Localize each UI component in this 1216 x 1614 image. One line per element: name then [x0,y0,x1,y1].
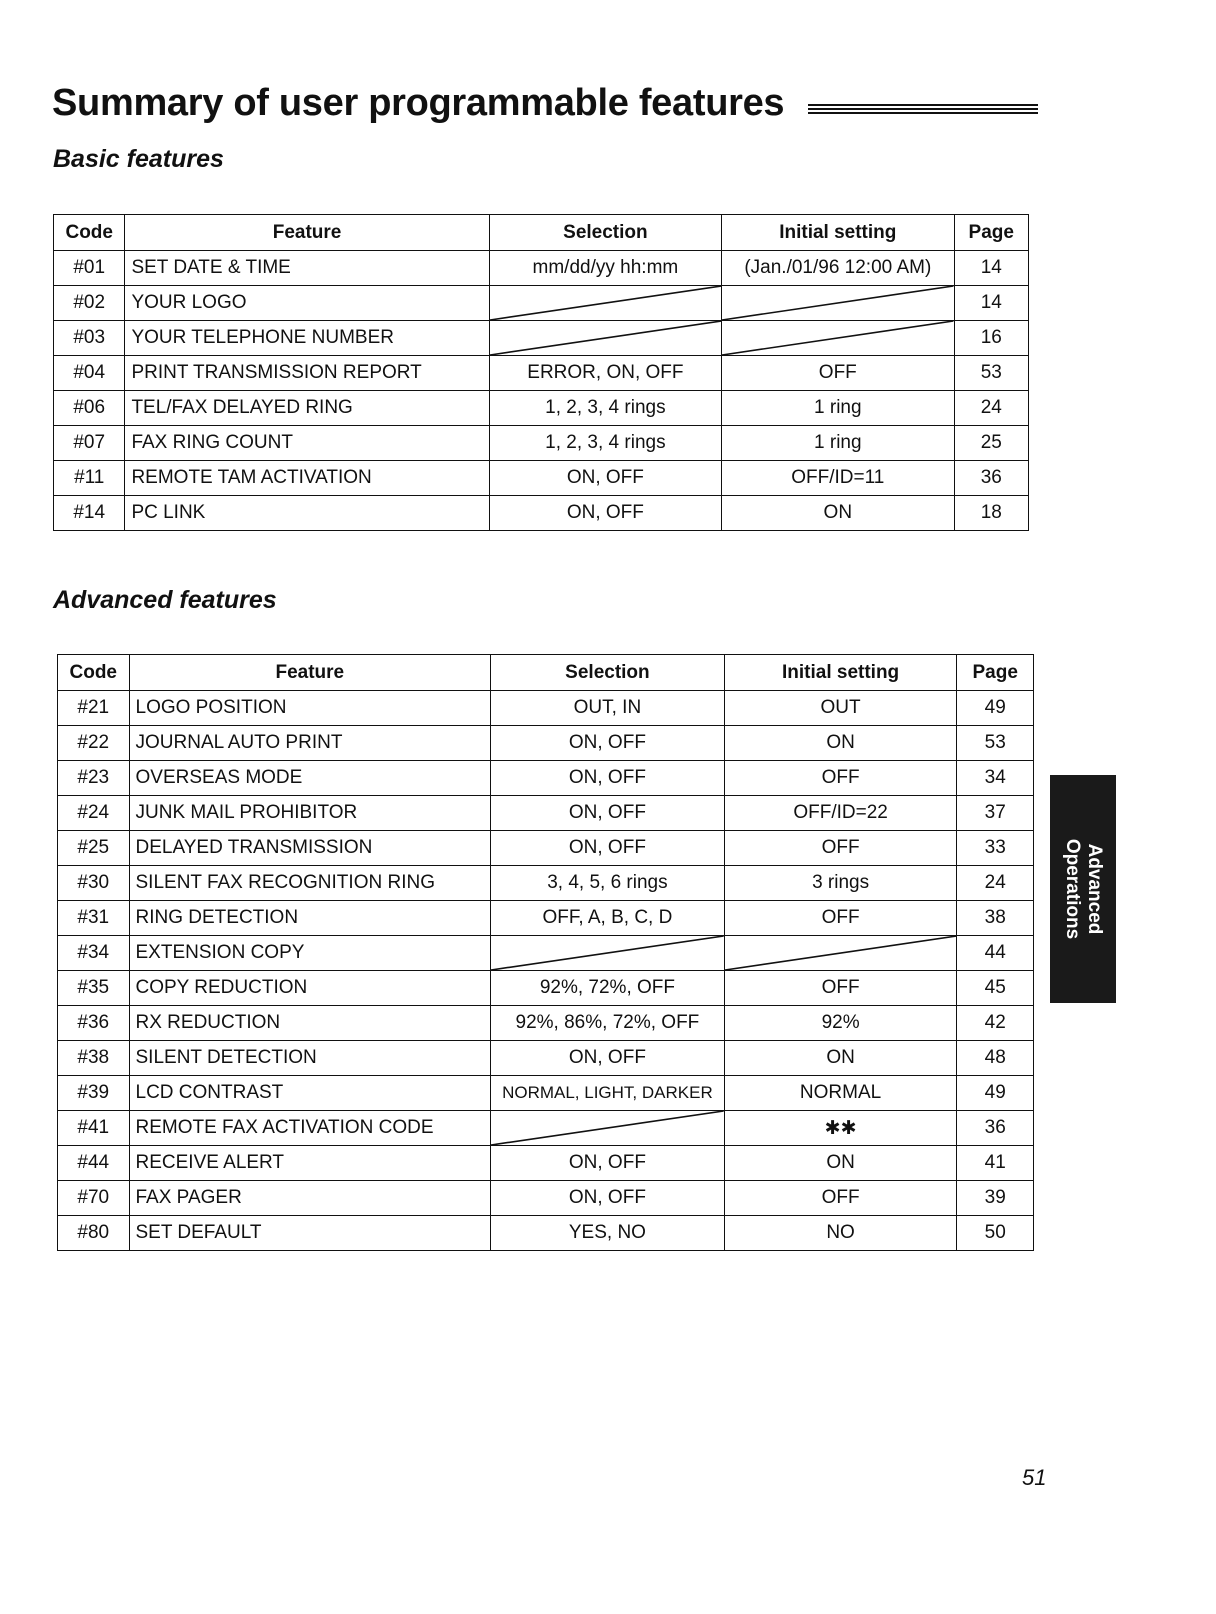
cell-page: 49 [957,1076,1034,1111]
cell-page: 14 [954,251,1028,286]
cell-feature: RECEIVE ALERT [129,1146,491,1181]
cell-code: #24 [58,796,130,831]
cell-code: #07 [54,426,125,461]
cell-feature: RX REDUCTION [129,1006,491,1041]
cell-page: 18 [954,496,1028,531]
cell-selection-not-applicable [489,321,721,356]
table-row [58,1006,1034,1041]
cell-initial: (Jan./01/96 12:00 AM) [722,251,954,286]
table-row [54,251,1029,286]
cell-page: 45 [957,971,1034,1006]
cell-code: #80 [58,1216,130,1251]
cell-initial: ✱✱ [724,1111,957,1146]
cell-code: #35 [58,971,130,1006]
cell-page: 41 [957,1146,1034,1181]
cell-selection: YES, NO [491,1216,725,1251]
cell-initial: OFF [724,761,957,796]
cell-initial: OFF/ID=11 [722,461,954,496]
cell-page: 53 [954,356,1028,391]
cell-page: 34 [957,761,1034,796]
cell-feature: SET DATE & TIME [125,251,489,286]
cell-feature: YOUR TELEPHONE NUMBER [125,321,489,356]
table-row [58,691,1034,726]
table-row [58,1216,1034,1251]
cell-feature: EXTENSION COPY [129,936,491,971]
table-row [58,866,1034,901]
cell-page: 36 [954,461,1028,496]
table-row [58,1146,1034,1181]
cell-selection: ON, OFF [489,461,721,496]
cell-initial: OFF [724,971,957,1006]
advanced-features-heading: Advanced features [53,586,277,614]
cell-initial: ON [724,1041,957,1076]
cell-selection: ON, OFF [491,831,725,866]
cell-initial: OFF [724,1181,957,1216]
cell-selection: ON, OFF [489,496,721,531]
cell-initial: OFF [722,356,954,391]
header-selection: Selection [491,655,725,691]
cell-code: #22 [58,726,130,761]
header-initial-setting: Initial setting [724,655,957,691]
cell-initial: NORMAL [724,1076,957,1111]
table-row [58,1111,1034,1146]
cell-code: #21 [58,691,130,726]
cell-feature: REMOTE FAX ACTIVATION CODE [129,1111,491,1146]
cell-code: #06 [54,391,125,426]
advanced-features-table [57,654,1034,1251]
table-row [58,726,1034,761]
cell-selection: ON, OFF [491,1146,725,1181]
table-row [54,461,1029,496]
title-rule [808,104,1038,118]
cell-initial: ON [722,496,954,531]
cell-page: 14 [954,286,1028,321]
cell-selection: 92%, 86%, 72%, OFF [491,1006,725,1041]
cell-feature: DELAYED TRANSMISSION [129,831,491,866]
cell-initial-not-applicable [724,936,957,971]
table-row [54,321,1029,356]
cell-initial: ON [724,726,957,761]
cell-initial: OFF/ID=22 [724,796,957,831]
table-row [58,761,1034,796]
cell-page: 24 [954,391,1028,426]
cell-feature: JOURNAL AUTO PRINT [129,726,491,761]
table-header-row [54,215,1029,251]
cell-initial: NO [724,1216,957,1251]
cell-feature: COPY REDUCTION [129,971,491,1006]
cell-code: #39 [58,1076,130,1111]
cell-initial: OFF [724,831,957,866]
table-row [58,1076,1034,1111]
cell-selection-not-applicable [491,1111,725,1146]
cell-code: #41 [58,1111,130,1146]
table-row [58,971,1034,1006]
header-page: Page [957,655,1034,691]
cell-page: 33 [957,831,1034,866]
table-row [54,391,1029,426]
cell-selection: ERROR, ON, OFF [489,356,721,391]
section-side-tab [1050,775,1116,1003]
cell-page: 16 [954,321,1028,356]
table-row [54,356,1029,391]
cell-code: #01 [54,251,125,286]
cell-initial-not-applicable [722,286,954,321]
page-number: 51 [1022,1465,1047,1490]
cell-initial: OFF [724,901,957,936]
cell-selection-not-applicable [489,286,721,321]
cell-selection: NORMAL, LIGHT, DARKER [491,1076,725,1111]
cell-code: #14 [54,496,125,531]
cell-feature: RING DETECTION [129,901,491,936]
cell-selection: mm/dd/yy hh:mm [489,251,721,286]
cell-feature: SET DEFAULT [129,1216,491,1251]
cell-selection-not-applicable [491,936,725,971]
cell-code: #30 [58,866,130,901]
cell-code: #70 [58,1181,130,1216]
cell-initial: OUT [724,691,957,726]
cell-selection: ON, OFF [491,796,725,831]
cell-page: 24 [957,866,1034,901]
cell-code: #03 [54,321,125,356]
basic-features-heading: Basic features [53,145,224,173]
side-tab-line2: Operations [1062,838,1083,940]
header-selection: Selection [489,215,721,251]
cell-feature: SILENT FAX RECOGNITION RING [129,866,491,901]
cell-page: 39 [957,1181,1034,1216]
header-feature: Feature [125,215,489,251]
table-row [54,426,1029,461]
cell-code: #38 [58,1041,130,1076]
cell-page: 38 [957,901,1034,936]
cell-selection: OFF, A, B, C, D [491,901,725,936]
cell-feature: LOGO POSITION [129,691,491,726]
table-row [58,1181,1034,1216]
cell-initial: ON [724,1146,957,1181]
cell-code: #31 [58,901,130,936]
cell-selection: ON, OFF [491,761,725,796]
cell-feature: YOUR LOGO [125,286,489,321]
cell-page: 42 [957,1006,1034,1041]
cell-feature: JUNK MAIL PROHIBITOR [129,796,491,831]
cell-page: 48 [957,1041,1034,1076]
cell-page: 44 [957,936,1034,971]
header-code: Code [58,655,130,691]
cell-page: 36 [957,1111,1034,1146]
table-row [54,286,1029,321]
cell-selection: 3, 4, 5, 6 rings [491,866,725,901]
cell-selection: ON, OFF [491,1041,725,1076]
header-initial-setting: Initial setting [722,215,954,251]
cell-code: #44 [58,1146,130,1181]
table-row [58,796,1034,831]
page-title: Summary of user programmable features [52,82,785,124]
cell-page: 25 [954,426,1028,461]
table-row [58,936,1034,971]
table-row [58,1041,1034,1076]
cell-selection: 92%, 72%, OFF [491,971,725,1006]
table-row [58,901,1034,936]
cell-code: #25 [58,831,130,866]
cell-feature: LCD CONTRAST [129,1076,491,1111]
cell-selection: ON, OFF [491,1181,725,1216]
table-header-row [58,655,1034,691]
cell-feature: FAX RING COUNT [125,426,489,461]
cell-code: #34 [58,936,130,971]
cell-page: 50 [957,1216,1034,1251]
cell-feature: TEL/FAX DELAYED RING [125,391,489,426]
cell-selection: OUT, IN [491,691,725,726]
cell-page: 53 [957,726,1034,761]
cell-feature: SILENT DETECTION [129,1041,491,1076]
cell-feature: PC LINK [125,496,489,531]
cell-page: 37 [957,796,1034,831]
cell-feature: REMOTE TAM ACTIVATION [125,461,489,496]
cell-code: #23 [58,761,130,796]
cell-code: #11 [54,461,125,496]
side-tab-line1: Advanced [1084,843,1105,935]
header-page: Page [954,215,1028,251]
basic-features-table [53,214,1029,531]
cell-selection: 1, 2, 3, 4 rings [489,426,721,461]
cell-code: #02 [54,286,125,321]
cell-feature: PRINT TRANSMISSION REPORT [125,356,489,391]
cell-code: #36 [58,1006,130,1041]
table-row [54,496,1029,531]
cell-initial: 3 rings [724,866,957,901]
cell-selection: 1, 2, 3, 4 rings [489,391,721,426]
cell-initial-not-applicable [722,321,954,356]
cell-initial: 92% [724,1006,957,1041]
header-code: Code [54,215,125,251]
cell-feature: FAX PAGER [129,1181,491,1216]
header-feature: Feature [129,655,491,691]
cell-code: #04 [54,356,125,391]
table-row [58,831,1034,866]
cell-initial: 1 ring [722,426,954,461]
cell-selection: ON, OFF [491,726,725,761]
cell-feature: OVERSEAS MODE [129,761,491,796]
cell-initial: 1 ring [722,391,954,426]
cell-page: 49 [957,691,1034,726]
